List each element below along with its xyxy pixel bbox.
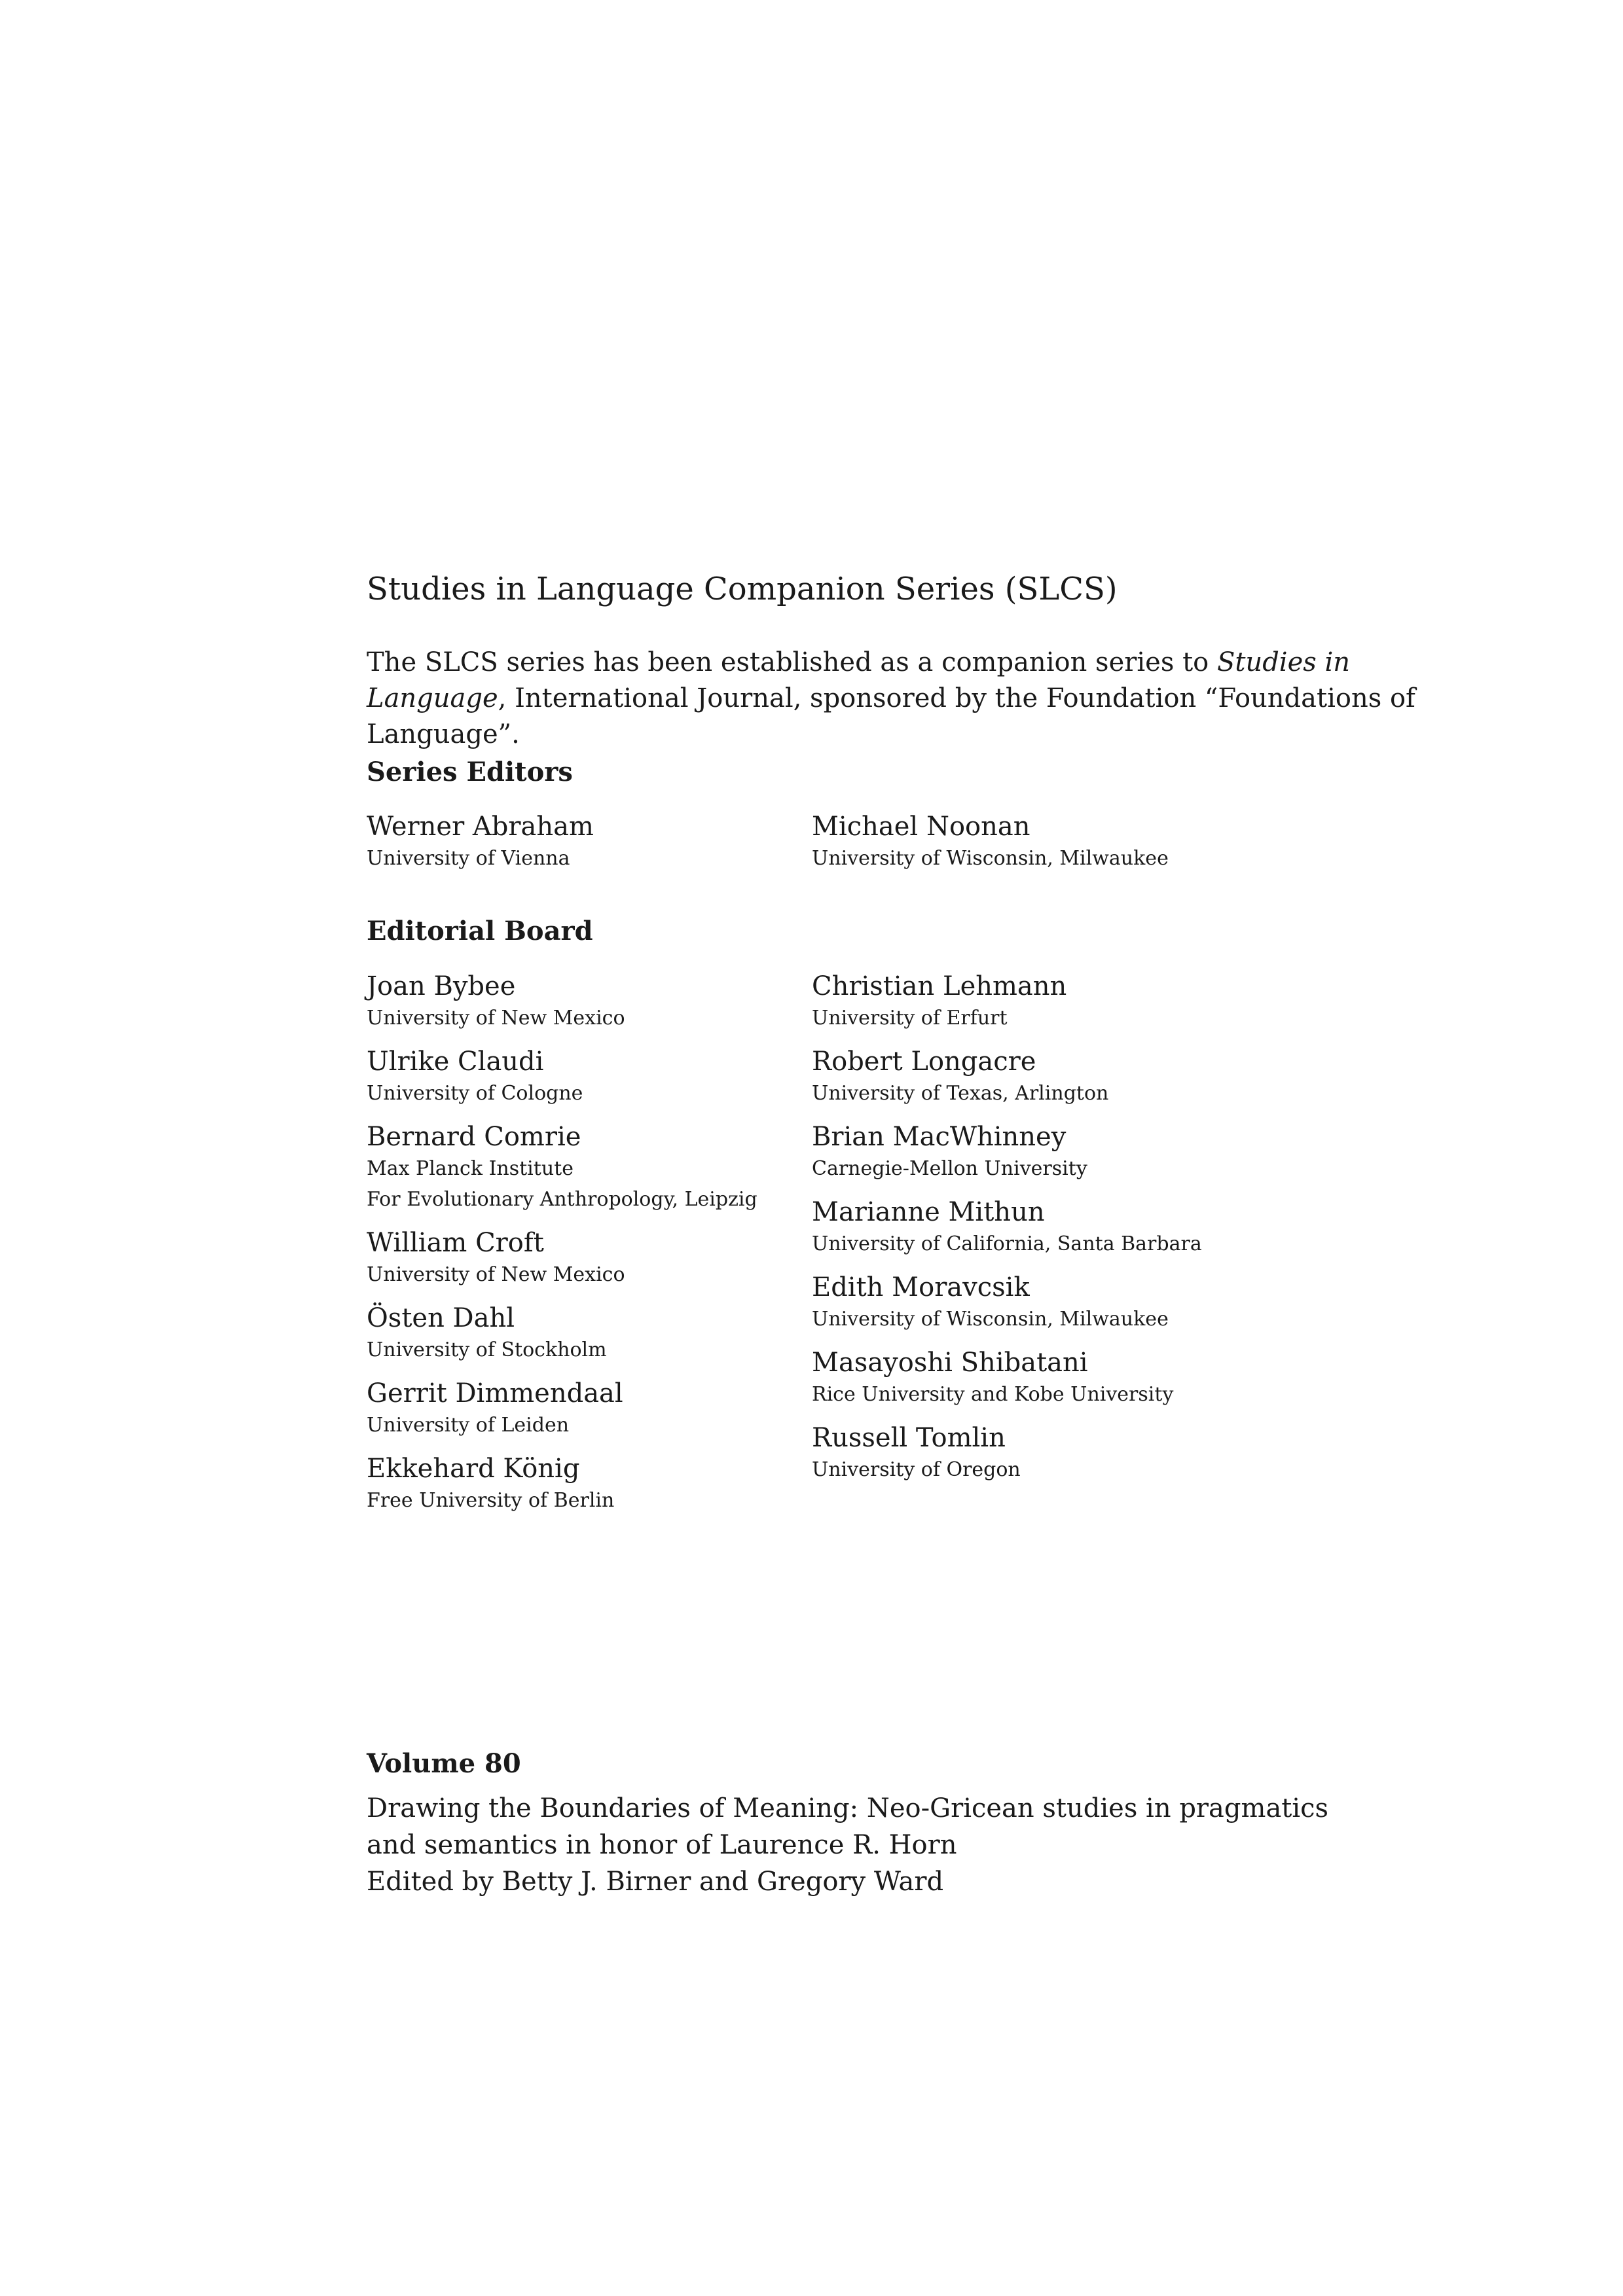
series-editors-right-column bbox=[812, 810, 1244, 886]
volume-heading: Volume 80 bbox=[367, 1748, 521, 1779]
person-affiliation: Max Planck Institute bbox=[367, 1157, 574, 1180]
series-intro bbox=[367, 645, 1480, 753]
person-affiliation: University of Stockholm bbox=[367, 1338, 607, 1361]
series-editors-left-column bbox=[367, 810, 799, 886]
person-affiliation: Rice University and Kobe University bbox=[812, 1383, 1174, 1406]
volume-title-line2: and semantics in honor of Laurence R. Horn bbox=[367, 1830, 957, 1860]
volume-info bbox=[367, 1790, 1480, 1900]
editorial-board-right-column bbox=[812, 970, 1244, 1497]
person-name: Marianne Mithun bbox=[812, 1197, 1045, 1227]
board-member bbox=[367, 1121, 799, 1215]
series-editors-heading: Series Editors bbox=[367, 757, 573, 787]
volume-editors: Edited by Betty J. Birner and Gregory Ward bbox=[367, 1867, 944, 1897]
board-member bbox=[367, 1302, 799, 1365]
board-member bbox=[812, 970, 1244, 1033]
board-member bbox=[367, 1377, 799, 1441]
board-member bbox=[812, 1121, 1244, 1184]
series-editor bbox=[367, 810, 799, 874]
person-name: Masayoshi Shibatani bbox=[812, 1348, 1088, 1378]
editorial-board-heading: Editorial Board bbox=[367, 916, 593, 946]
person-affiliation: University of Cologne bbox=[367, 1082, 583, 1105]
board-member bbox=[812, 1422, 1244, 1485]
volume-title-line1: Drawing the Boundaries of Meaning: Neo-Gricean studies in pragmatics bbox=[367, 1793, 1329, 1823]
person-name: William Croft bbox=[367, 1228, 544, 1258]
person-affiliation: University of California, Santa Barbara bbox=[812, 1232, 1202, 1255]
person-name: Ekkehard König bbox=[367, 1454, 580, 1484]
series-title: Studies in Language Companion Series (SLCS) bbox=[367, 571, 1118, 607]
intro-suffix: , International Journal, sponsored by the Foundation “Foundations of Language”. bbox=[367, 683, 1415, 749]
person-name: Ulrike Claudi bbox=[367, 1047, 544, 1077]
person-name: Christian Lehmann bbox=[812, 971, 1067, 1001]
board-member bbox=[367, 1045, 799, 1109]
editorial-board-left-column bbox=[367, 970, 799, 1528]
board-member bbox=[367, 1452, 799, 1516]
board-member bbox=[812, 1346, 1244, 1410]
person-name: Gerrit Dimmendaal bbox=[367, 1378, 623, 1408]
person-affiliation: University of New Mexico bbox=[367, 1007, 625, 1030]
person-affiliation: University of Erfurt bbox=[812, 1007, 1008, 1030]
board-member bbox=[812, 1271, 1244, 1335]
person-name: Robert Longacre bbox=[812, 1047, 1036, 1077]
person-affiliation: Free University of Berlin bbox=[367, 1489, 615, 1512]
person-name: Edith Moravcsik bbox=[812, 1272, 1030, 1302]
person-affiliation: University of Wisconsin, Milwaukee bbox=[812, 1308, 1169, 1331]
board-member bbox=[367, 970, 799, 1033]
person-affiliation: University of Texas, Arlington bbox=[812, 1082, 1109, 1105]
person-affiliation: University of Leiden bbox=[367, 1414, 570, 1437]
intro-journal-title: Studies in Language bbox=[367, 647, 1351, 713]
person-affiliation: University of Oregon bbox=[812, 1458, 1021, 1481]
board-member bbox=[367, 1227, 799, 1290]
person-affiliation-line2: For Evolutionary Anthropology, Leipzig bbox=[367, 1188, 757, 1211]
person-affiliation: University of New Mexico bbox=[367, 1263, 625, 1286]
person-affiliation: Carnegie-Mellon University bbox=[812, 1157, 1087, 1180]
intro-prefix: The SLCS series has been established as a companion series to bbox=[367, 647, 1217, 677]
board-member bbox=[812, 1045, 1244, 1109]
person-name: Michael Noonan bbox=[812, 812, 1030, 842]
person-name: Werner Abraham bbox=[367, 812, 594, 842]
person-name: Bernard Comrie bbox=[367, 1122, 581, 1152]
person-name: Brian MacWhinney bbox=[812, 1122, 1067, 1152]
series-editor bbox=[812, 810, 1244, 874]
person-affiliation: University of Wisconsin, Milwaukee bbox=[812, 847, 1169, 870]
person-affiliation: University of Vienna bbox=[367, 847, 570, 870]
person-name: Joan Bybee bbox=[367, 971, 516, 1001]
person-name: Russell Tomlin bbox=[812, 1423, 1006, 1453]
person-name: Östen Dahl bbox=[367, 1303, 515, 1333]
board-member bbox=[812, 1196, 1244, 1259]
